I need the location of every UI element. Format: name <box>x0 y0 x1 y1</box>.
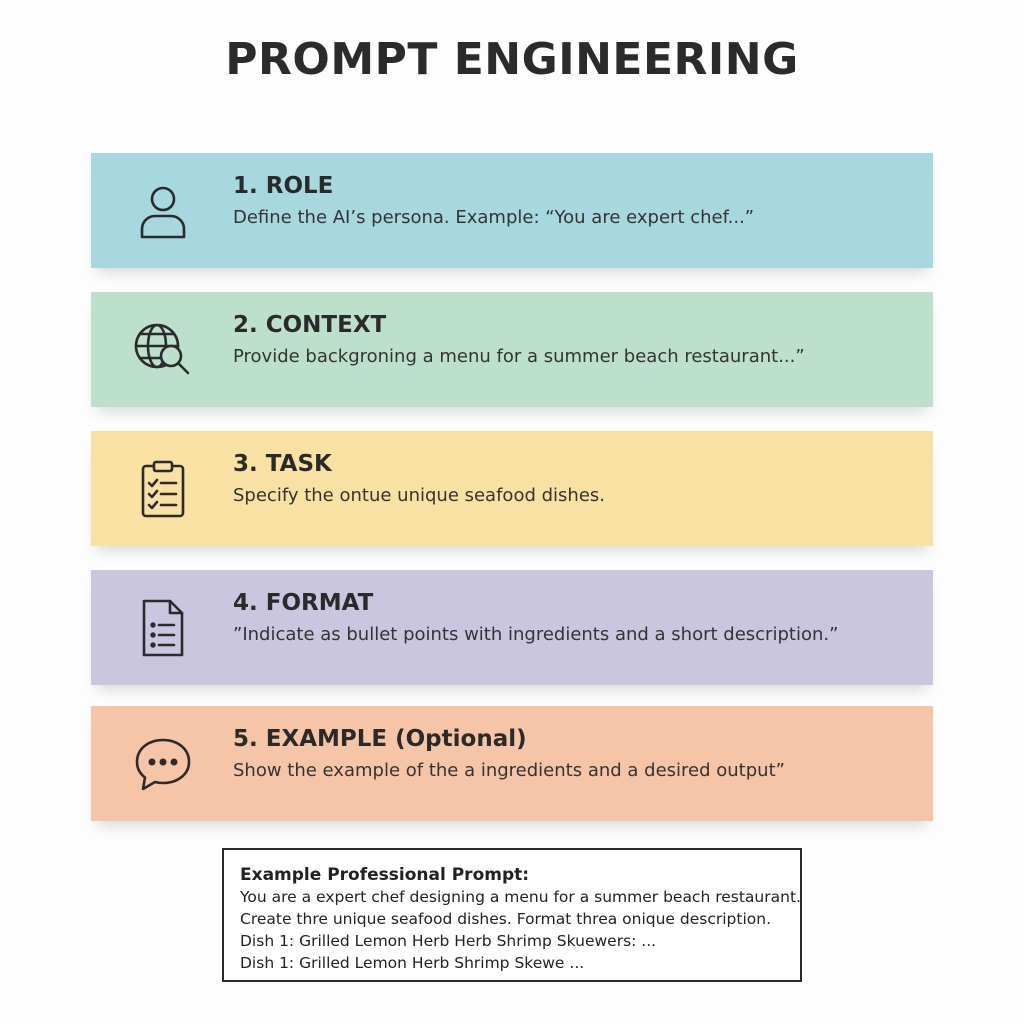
page-title: PROMPT ENGINEERING <box>225 34 799 85</box>
example-prompt-line: Create thre unique seafood dishes. Format threa onique description. <box>240 910 772 928</box>
card-task <box>91 431 933 546</box>
person-icon <box>133 181 193 241</box>
card-example-heading: 5. EXAMPLE (Optional) <box>233 726 527 752</box>
card-format-description: ”Indicate as bullet points with ingredients and a short description.” <box>233 624 839 645</box>
example-prompt-title: Example Professional Prompt: <box>240 865 530 885</box>
example-prompt-box <box>222 848 802 982</box>
example-prompt-line: You are a expert chef designing a menu for a summer beach restaurant. <box>240 888 801 906</box>
card-example-description: Show the example of the a ingredients and a desired output” <box>233 760 785 781</box>
document-list-icon <box>133 598 193 658</box>
card-format <box>91 570 933 685</box>
card-context-heading: 2. CONTEXT <box>233 312 387 338</box>
card-example <box>91 706 933 821</box>
chat-bubble-icon <box>133 734 193 794</box>
card-context-description: Provide backgroning a menu for a summer beach restaurant...” <box>233 346 805 367</box>
card-format-heading: 4. FORMAT <box>233 590 374 616</box>
example-prompt-line: Dish 1: Grilled Lemon Herb Shrimp Skewe ... <box>240 954 585 972</box>
card-role-description: Define the AI’s persona. Example: “You are expert chef...” <box>233 207 755 228</box>
example-prompt-line: Dish 1: Grilled Lemon Herb Herb Shrimp Skuewers: ... <box>240 932 657 950</box>
globe-search-icon <box>133 320 193 380</box>
card-role <box>91 153 933 268</box>
card-task-description: Specify the ontue unique seafood dishes. <box>233 485 605 506</box>
card-role-heading: 1. ROLE <box>233 173 334 199</box>
clipboard-checklist-icon <box>133 459 193 519</box>
card-task-heading: 3. TASK <box>233 451 332 477</box>
card-context <box>91 292 933 407</box>
